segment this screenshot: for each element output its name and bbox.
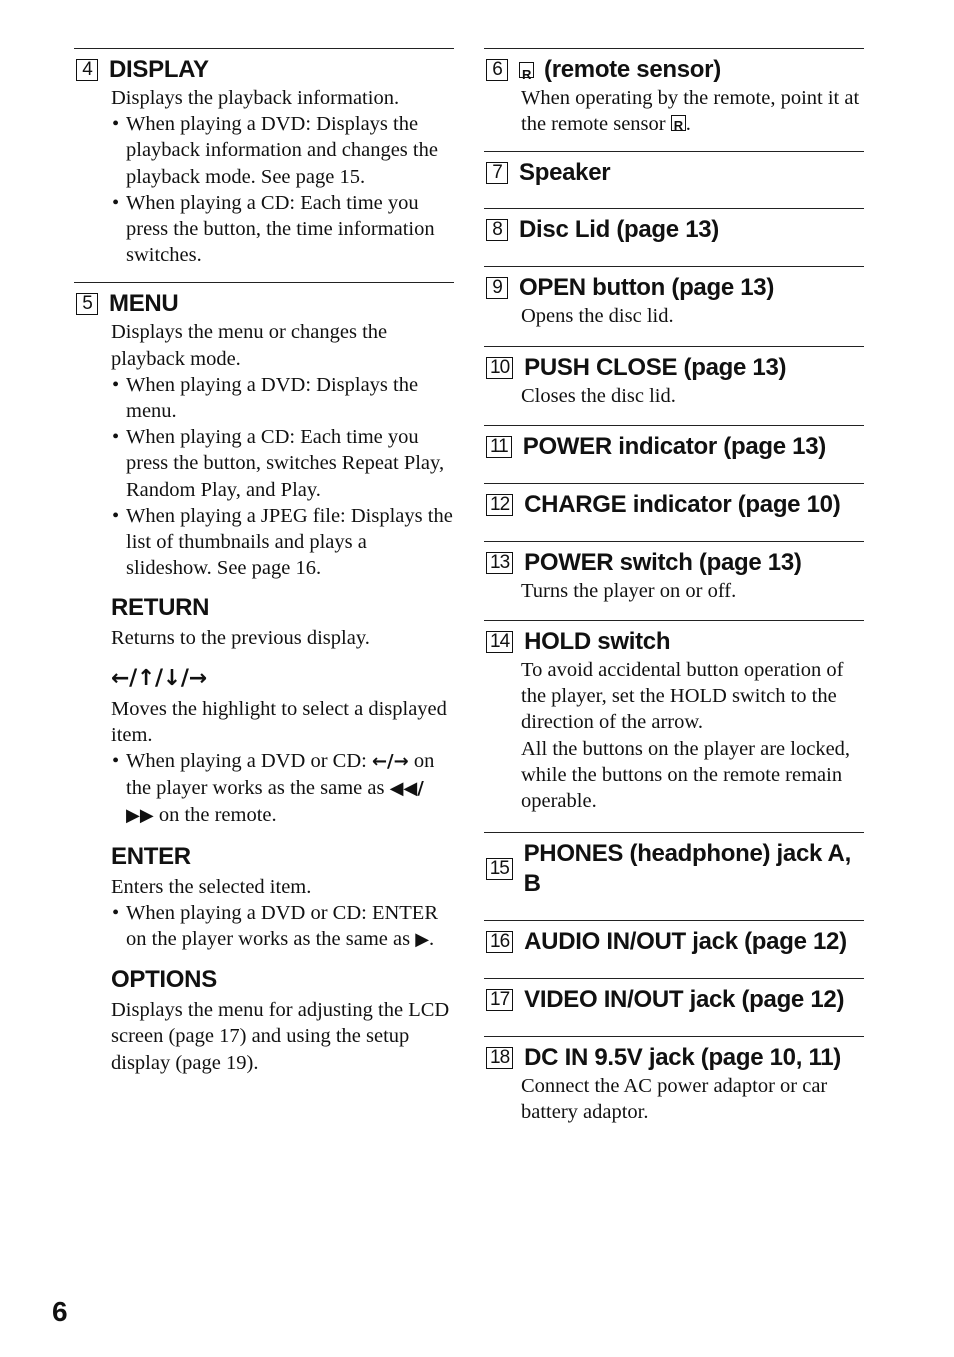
section-text: Opens the disc lid. <box>521 305 674 328</box>
item-number-badge: 17 <box>486 989 513 1011</box>
item-number-badge: 6 <box>486 59 508 81</box>
item-number-badge: 18 <box>486 1047 513 1069</box>
section-heading <box>484 215 864 245</box>
bullet-item: • When playing a DVD: Displays the menu. <box>111 372 454 424</box>
remote-sensor-icon <box>671 115 686 131</box>
section-title: POWER switch (page 13) <box>524 548 802 576</box>
item-number-badge: 11 <box>486 436 512 458</box>
section-text: Turns the player on or off. <box>521 579 737 602</box>
section-heading <box>484 548 864 578</box>
section-title: AUDIO IN/OUT jack (page 12) <box>524 928 847 956</box>
section-heading <box>484 1043 864 1073</box>
section-video <box>484 978 864 1015</box>
section-heading <box>74 289 454 319</box>
item-number-badge: 16 <box>486 931 513 953</box>
bullet-list <box>111 111 454 268</box>
section-heading <box>484 55 864 85</box>
section-dc-in <box>484 1036 864 1125</box>
sensor-text-end: . <box>685 113 691 136</box>
subheading-enter: ENTER <box>111 842 191 870</box>
left-right-arrows-icon: ←/→ <box>371 751 409 773</box>
section-heading <box>484 158 864 188</box>
bullet-item: • When playing a JPEG file: Displays the list of thumbnails and plays a slideshow. See page 16. <box>111 503 454 582</box>
section-heading <box>484 627 864 657</box>
section-heading <box>484 839 864 899</box>
bullet-item: • When playing a DVD: Displays the playback information and changes the playback mode. See page 15. <box>111 111 454 190</box>
section-text <box>521 85 864 137</box>
section-text: Closes the disc lid. <box>521 384 676 407</box>
section-intro: Displays the menu or changes the playback mode. <box>111 321 388 370</box>
left-column <box>74 48 454 1090</box>
section-text: All the buttons on the player are locked, while the buttons on the remote remain operable. <box>521 737 851 813</box>
bullet-text: on the remote. <box>153 804 277 827</box>
item-number-badge: 14 <box>486 631 513 653</box>
section-heading <box>484 353 864 383</box>
section-title: MENU <box>109 290 179 318</box>
section-title: Speaker <box>519 159 611 187</box>
bullet-list <box>111 900 454 953</box>
page-number: 6 <box>52 1296 68 1327</box>
section-remote-sensor <box>484 48 864 137</box>
bullet-list <box>111 748 454 830</box>
section-title: VIDEO IN/OUT jack (page 12) <box>524 986 845 1014</box>
play-icon: ▶ <box>415 929 430 951</box>
section-intro: Displays the playback information. <box>111 87 400 109</box>
item-number-badge: 5 <box>76 293 98 315</box>
section-phones <box>484 832 864 899</box>
section-heading <box>484 273 864 303</box>
section-title: (remote sensor) <box>544 56 721 83</box>
sensor-text: When operating by the remote, point it at the remote sensor <box>521 87 860 136</box>
section-heading <box>74 55 454 85</box>
item-number-badge: 8 <box>486 219 508 241</box>
section-title: CHARGE indicator (page 10) <box>524 490 841 518</box>
subheading-return: RETURN <box>111 594 210 622</box>
options-text: Displays the menu for adjusting the LCD screen (page 17) and using the setup display (page 19). <box>111 999 450 1074</box>
bullet-item: • When playing a CD: Each time you press the button, switches Repeat Play, Random Play, and Play. <box>111 424 454 503</box>
section-heading <box>484 490 864 520</box>
right-column <box>484 48 864 1140</box>
section-title: DC IN 9.5V jack (page 10, 11) <box>524 1044 841 1072</box>
bullet-text: When playing a DVD or CD: ENTER on the player works as the same as <box>126 901 438 951</box>
section-open-button <box>484 266 864 329</box>
section-speaker <box>484 151 864 188</box>
section-charge-indicator <box>484 483 864 520</box>
bullet-item <box>111 900 454 953</box>
item-number-badge: 10 <box>486 357 513 379</box>
arrows-text: Moves the highlight to select a displayed item. <box>111 697 447 746</box>
section-title: DISPLAY <box>109 56 209 83</box>
section-menu <box>74 282 454 1075</box>
subheading-arrow-keys: ←/↑/↓/→ <box>111 665 207 691</box>
section-title: OPEN button (page 13) <box>519 274 775 302</box>
return-text: Returns to the previous display. <box>111 627 370 650</box>
section-push-close <box>484 346 864 409</box>
section-disc-lid <box>484 208 864 245</box>
item-number-badge: 12 <box>486 494 513 516</box>
section-audio <box>484 920 864 957</box>
section-text: To avoid accidental button operation of the player, set the HOLD switch to the direction of the arrow. <box>521 659 844 734</box>
bullet-text: . <box>429 928 435 951</box>
section-title: PUSH CLOSE (page 13) <box>524 353 787 381</box>
section-heading <box>484 432 864 462</box>
bullet-item <box>111 748 454 830</box>
section-power-switch <box>484 541 864 604</box>
section-title: Disc Lid (page 13) <box>519 216 719 244</box>
section-hold-switch <box>484 620 864 814</box>
section-title: PHONES (headphone) jack A, B <box>523 840 851 898</box>
bullet-list <box>111 372 454 582</box>
item-number-badge: 7 <box>486 162 508 184</box>
remote-sensor-icon <box>519 62 534 78</box>
bullet-text: When playing a DVD or CD: <box>126 750 372 773</box>
bullet-item: • When playing a CD: Each time you press the button, the time information switches. <box>111 190 454 269</box>
section-text: Connect the AC power adaptor or car battery adaptor. <box>521 1075 828 1124</box>
bullet-text: on the player works as the same as <box>126 750 435 800</box>
item-number-badge: 4 <box>76 59 98 81</box>
section-heading <box>484 927 864 957</box>
section-title: HOLD switch <box>524 628 671 656</box>
section-power-indicator <box>484 425 864 462</box>
skip-buttons-icon: ◀◀/ ▶▶ <box>126 778 424 827</box>
item-number-badge: 13 <box>486 552 513 574</box>
section-title: POWER indicator (page 13) <box>522 432 826 460</box>
section-display <box>74 48 454 268</box>
item-number-badge: 9 <box>486 277 508 299</box>
section-heading <box>484 985 864 1015</box>
subheading-options: OPTIONS <box>111 966 217 994</box>
item-number-badge: 15 <box>486 858 513 880</box>
enter-text: Enters the selected item. <box>111 875 312 898</box>
